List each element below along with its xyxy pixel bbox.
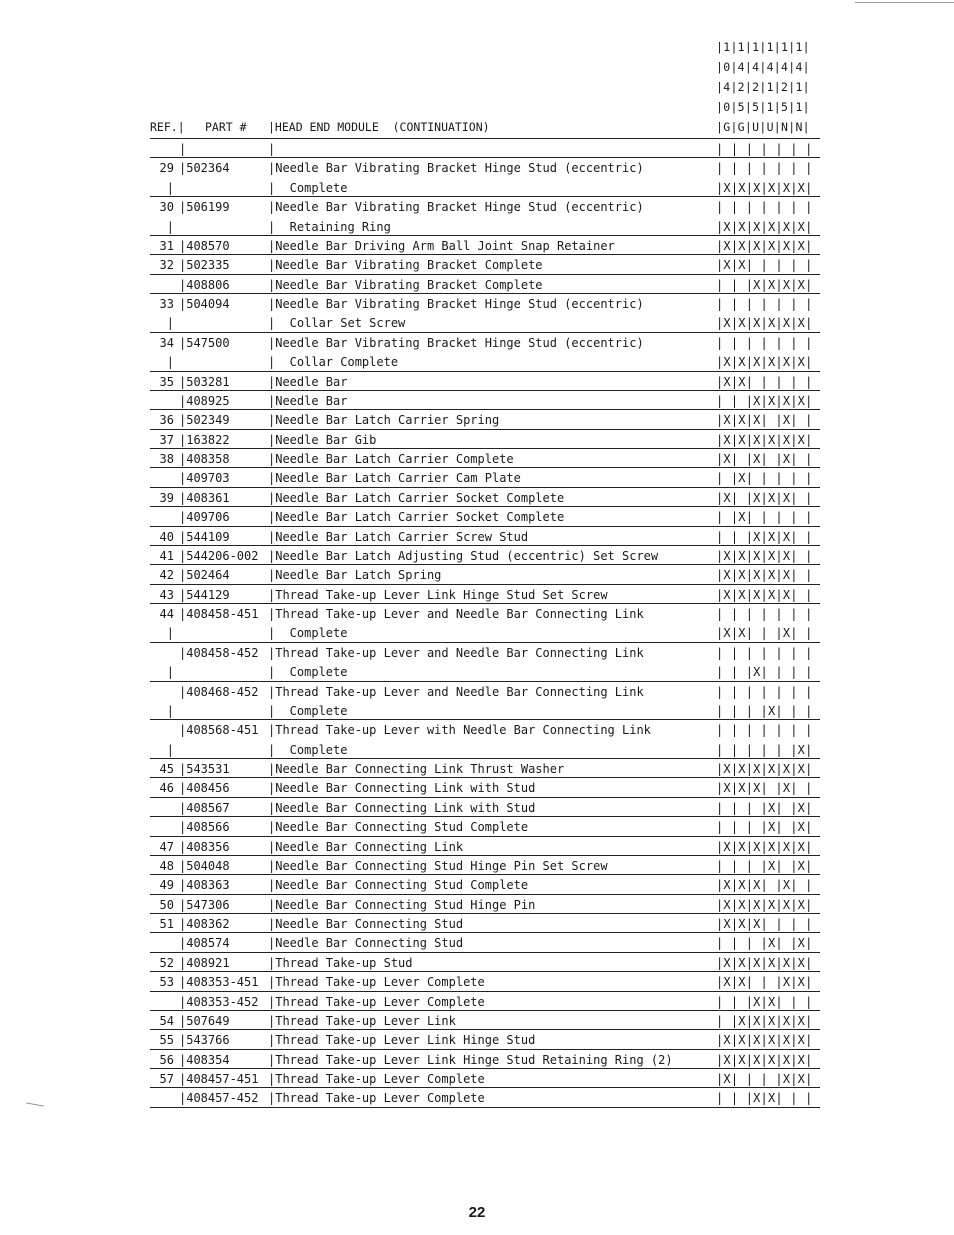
part-number: |507649 xyxy=(179,1013,230,1028)
table-row xyxy=(150,352,820,371)
model-marks: |X|X|X|X|X|X| xyxy=(716,762,813,776)
table-row xyxy=(150,236,820,255)
part-description: |Thread Take-up Lever Link xyxy=(268,1013,456,1028)
module-column-header: |HEAD END MODULE (CONTINUATION) xyxy=(268,120,490,134)
part-number: |408361 xyxy=(179,490,230,505)
part-description: |Needle Bar Connecting Link Thrust Washer xyxy=(268,762,565,776)
model-marks: |X| |X| |X| | xyxy=(716,452,813,466)
table-row xyxy=(150,856,820,875)
model-marks: | | |X|X| | | xyxy=(716,1091,813,1106)
part-number: |408354 xyxy=(179,1052,230,1067)
part-description: |Thread Take-up Lever and Needle Bar Connecting Link xyxy=(268,645,644,660)
part-number: |408457-452 xyxy=(179,1091,259,1106)
part-description: |Needle Bar Latch Adjusting Stud (eccentric) Set Screw xyxy=(268,548,659,563)
part-description: |Thread Take-up Lever and Needle Bar Connecting Link xyxy=(268,607,644,621)
part-number: |408362 xyxy=(179,917,230,931)
part-number: |502464 xyxy=(179,568,230,583)
part-number: |544129 xyxy=(179,587,230,602)
model-header-line: |0|4|4|4|4|4| xyxy=(716,60,810,74)
ref-number: 32 xyxy=(159,258,174,273)
ref-number: 36 xyxy=(159,413,174,428)
model-marks: | | | |X| | | xyxy=(716,703,813,718)
model-marks: |X|X| | | | | xyxy=(716,258,813,273)
table-row xyxy=(150,158,820,177)
ref-number: | xyxy=(166,703,174,718)
ref-number: 37 xyxy=(159,432,174,447)
model-marks: |X|X|X| |X| | xyxy=(716,781,813,796)
ref-number: 34 xyxy=(159,335,174,350)
table-row xyxy=(150,972,820,991)
part-number: |543531 xyxy=(179,762,230,776)
ref-number: 46 xyxy=(159,781,174,796)
part-description: |Thread Take-up Lever Link Hinge Stud xyxy=(268,1033,536,1048)
table-row xyxy=(150,449,820,468)
part-description: |Thread Take-up Lever Link Hinge Stud Set Screw xyxy=(268,587,608,602)
model-marks: |X|X|X|X|X| | xyxy=(716,568,813,583)
page-number: 22 xyxy=(468,1204,486,1221)
table-row xyxy=(150,953,820,972)
part-description: |Thread Take-up Lever Complete xyxy=(268,1091,485,1106)
ref-number: 39 xyxy=(159,490,174,505)
part-description: |Needle Bar Latch Carrier Cam Plate xyxy=(268,471,521,486)
part-description: |Thread Take-up Lever Link Hinge Stud Retaining Ring (2) xyxy=(268,1052,673,1067)
part-description: |Thread Take-up Lever with Needle Bar Connecting Link xyxy=(268,723,651,738)
table-row xyxy=(150,682,820,701)
part-number: |547306 xyxy=(179,897,230,912)
parts-table xyxy=(150,139,820,1108)
part-number: |408363 xyxy=(179,878,230,893)
model-marks: | | | | | | | xyxy=(716,684,813,699)
model-marks: |X|X|X|X|X|X| xyxy=(716,219,813,234)
table-row xyxy=(150,488,820,507)
part-description: |Needle Bar Driving Arm Ball Joint Snap Retainer xyxy=(268,238,615,253)
model-marks: |X|X|X|X|X|X| xyxy=(716,1033,813,1048)
model-header-line: |G|G|U|U|N|N| xyxy=(716,120,810,134)
part-description: | xyxy=(268,142,276,156)
model-header-line: |1|1|1|1|1|1| xyxy=(716,40,810,54)
part-number: |543766 xyxy=(179,1033,230,1048)
part-description: |Needle Bar Connecting Stud xyxy=(268,917,464,931)
ref-number: 55 xyxy=(159,1033,174,1048)
part-number: |163822 xyxy=(179,432,230,447)
part-description: | Collar Complete xyxy=(268,355,399,370)
part-description: |Thread Take-up Lever and Needle Bar Connecting Link xyxy=(268,684,644,699)
ref-number: 29 xyxy=(159,161,174,176)
ref-number: 47 xyxy=(159,839,174,854)
part-number: |408568-451 xyxy=(179,723,259,738)
model-marks: | | | | | | | xyxy=(716,297,813,311)
part-number: |504094 xyxy=(179,297,230,311)
part-number: |408353-451 xyxy=(179,975,259,990)
part-number: |408567 xyxy=(179,800,230,815)
part-number: |502349 xyxy=(179,413,230,428)
table-row xyxy=(150,507,820,526)
model-marks: |X|X|X|X|X|X| xyxy=(716,955,813,970)
part-number: |408356 xyxy=(179,839,230,854)
part-number: |409703 xyxy=(179,471,230,486)
table-row xyxy=(150,527,820,546)
model-marks: |X|X|X|X|X|X| xyxy=(716,839,813,854)
model-header-line: |0|5|5|1|5|1| xyxy=(716,100,810,114)
part-number: |408458-451 xyxy=(179,607,259,621)
ref-number: 56 xyxy=(159,1052,174,1067)
model-marks: | | | | | | | xyxy=(716,645,813,660)
table-row xyxy=(150,275,820,294)
table-row xyxy=(150,895,820,914)
table-row xyxy=(150,410,820,429)
model-marks: | | | | | |X| xyxy=(716,742,813,757)
ref-number: | xyxy=(166,180,174,195)
ref-number: 57 xyxy=(159,1072,174,1086)
part-number: |408457-451 xyxy=(179,1072,259,1086)
model-marks: |X|X| | |X|X| xyxy=(716,975,813,990)
table-row xyxy=(150,294,820,313)
table-row xyxy=(150,837,820,856)
ref-number: 50 xyxy=(159,897,174,912)
ref-number: 30 xyxy=(159,200,174,215)
model-marks: |X|X|X|X|X| | xyxy=(716,548,813,563)
part-description: |Needle Bar Connecting Stud Complete xyxy=(268,820,529,835)
model-header-line: |4|2|2|1|2|1| xyxy=(716,80,810,94)
part-number: |502335 xyxy=(179,258,230,273)
model-marks: |X|X|X|X|X|X| xyxy=(716,1052,813,1067)
ref-number: 40 xyxy=(159,529,174,544)
model-marks: |X|X|X|X|X|X| xyxy=(716,355,813,370)
model-marks: |X|X|X| |X| | xyxy=(716,878,813,893)
ref-number: 53 xyxy=(159,975,174,990)
table-row xyxy=(150,1088,820,1107)
model-marks: |X|X|X|X|X|X| xyxy=(716,238,813,253)
part-description: |Needle Bar Vibrating Bracket Complete xyxy=(268,258,543,273)
ref-number: 51 xyxy=(159,917,174,931)
table-header xyxy=(150,120,820,135)
part-number: |544206-002 xyxy=(179,548,259,563)
model-marks: |X|X|X| |X| | xyxy=(716,413,813,428)
margin-mark xyxy=(26,1102,44,1106)
part-number: |408574 xyxy=(179,936,230,951)
part-description: |Needle Bar Vibrating Bracket Hinge Stud (eccentric) xyxy=(268,335,644,350)
model-marks: |X|X|X| | | | xyxy=(716,917,813,931)
part-description: |Needle Bar Connecting Stud xyxy=(268,936,464,951)
model-marks: | |X| | | | | xyxy=(716,471,813,486)
ref-number: 45 xyxy=(159,762,174,776)
table-row xyxy=(150,914,820,933)
part-description: |Needle Bar Vibrating Bracket Complete xyxy=(268,277,543,292)
part-description: |Needle Bar Connecting Stud Hinge Pin Set Screw xyxy=(268,858,608,873)
part-number: |408570 xyxy=(179,238,230,253)
table-row xyxy=(150,430,820,449)
ref-number: 41 xyxy=(159,548,174,563)
table-row xyxy=(150,992,820,1011)
top-edge-line xyxy=(855,2,954,3)
part-number: |502364 xyxy=(179,161,230,176)
ref-number: | xyxy=(166,742,174,757)
part-description: |Needle Bar Vibrating Bracket Hinge Stud (eccentric) xyxy=(268,161,644,176)
table-row xyxy=(150,255,820,274)
table-row xyxy=(150,604,820,623)
model-marks: |X|X| | |X| | xyxy=(716,626,813,641)
part-description: |Needle Bar Latch Carrier Socket Complete xyxy=(268,490,565,505)
ref-number: 54 xyxy=(159,1013,174,1028)
part-description: | Complete xyxy=(268,703,348,718)
ref-number: 48 xyxy=(159,858,174,873)
ref-number: 44 xyxy=(159,607,174,621)
table-row xyxy=(150,197,820,216)
model-marks: | | |X| | | | xyxy=(716,665,813,680)
part-number: |408566 xyxy=(179,820,230,835)
part-number: |547500 xyxy=(179,335,230,350)
part-description: |Thread Take-up Lever Complete xyxy=(268,975,485,990)
part-description: |Needle Bar xyxy=(268,393,348,408)
part-description: | Retaining Ring xyxy=(268,219,391,234)
part-number: |506199 xyxy=(179,200,230,215)
part-number: |408358 xyxy=(179,452,230,466)
model-marks: | | |X|X|X|X| xyxy=(716,393,813,408)
model-marks: | | |X|X| | | xyxy=(716,994,813,1009)
model-marks: | | | | | | | xyxy=(716,607,813,621)
model-marks: | | | | | | | xyxy=(716,335,813,350)
table-row xyxy=(150,1030,820,1049)
model-marks: |X|X|X|X|X| | xyxy=(716,587,813,602)
part-description: | Complete xyxy=(268,180,348,195)
model-marks: | | |X|X|X| | xyxy=(716,529,813,544)
model-marks: | | | | | | | xyxy=(716,200,813,215)
part-number: |544109 xyxy=(179,529,230,544)
ref-number: | xyxy=(166,219,174,234)
part-number: |504048 xyxy=(179,858,230,873)
part-description: |Needle Bar Latch Spring xyxy=(268,568,442,583)
model-marks: | | | |X| |X| xyxy=(716,936,813,951)
table-row xyxy=(150,313,820,332)
table-row xyxy=(150,1050,820,1069)
model-marks: | | | | | | | xyxy=(716,161,813,176)
model-marks: |X| |X|X|X| | xyxy=(716,490,813,505)
table-row xyxy=(150,740,820,759)
table-row xyxy=(150,565,820,584)
part-description: | Complete xyxy=(268,626,348,641)
model-marks: | |X|X|X|X|X| xyxy=(716,1013,813,1028)
model-marks: |X|X|X|X|X|X| xyxy=(716,432,813,447)
part-description: |Needle Bar Vibrating Bracket Hinge Stud (eccentric) xyxy=(268,200,644,215)
part-description: |Needle Bar Connecting Stud Complete xyxy=(268,878,529,893)
part-description: |Needle Bar Connecting Link with Stud xyxy=(268,800,536,815)
model-marks: | | | |X| |X| xyxy=(716,800,813,815)
ref-number: 42 xyxy=(159,568,174,583)
model-marks: | | |X|X|X|X| xyxy=(716,277,813,292)
part-description: |Needle Bar Latch Carrier Spring xyxy=(268,413,500,428)
ref-number: 49 xyxy=(159,878,174,893)
model-marks: |X| | | |X|X| xyxy=(716,1072,813,1086)
part-number: |408353-452 xyxy=(179,994,259,1009)
table-row xyxy=(150,468,820,487)
table-row xyxy=(150,372,820,391)
part-description: |Needle Bar Gib xyxy=(268,432,377,447)
table-row xyxy=(150,391,820,410)
part-description: |Thread Take-up Lever Complete xyxy=(268,1072,485,1086)
part-number: |408458-452 xyxy=(179,645,259,660)
table-row xyxy=(150,1011,820,1030)
ref-number: 31 xyxy=(159,238,174,253)
ref-number: | xyxy=(166,316,174,331)
part-description: | Complete xyxy=(268,742,348,757)
table-row xyxy=(150,217,820,236)
model-marks: | |X| | | | | xyxy=(716,510,813,525)
part-number: |408456 xyxy=(179,781,230,796)
table-row xyxy=(150,875,820,894)
model-marks: | | | | | | | xyxy=(716,142,813,156)
part-description: |Needle Bar xyxy=(268,374,348,389)
part-description: |Needle Bar Latch Carrier Complete xyxy=(268,452,514,466)
part-number: | xyxy=(179,142,187,156)
model-marks: | | | | | | | xyxy=(716,723,813,738)
part-description: |Needle Bar Connecting Link with Stud xyxy=(268,781,536,796)
part-description: |Needle Bar Latch Carrier Screw Stud xyxy=(268,529,529,544)
table-row xyxy=(150,933,820,952)
table-row xyxy=(150,623,820,642)
part-description: |Thread Take-up Lever Complete xyxy=(268,994,485,1009)
part-number: |408925 xyxy=(179,393,230,408)
ref-number: 38 xyxy=(159,452,174,466)
table-row xyxy=(150,720,820,739)
part-number: |503281 xyxy=(179,374,230,389)
part-number: |408921 xyxy=(179,955,230,970)
table-row xyxy=(150,333,820,352)
model-marks: |X|X|X|X|X|X| xyxy=(716,316,813,331)
part-number: |409706 xyxy=(179,510,230,525)
part-description: | Collar Set Screw xyxy=(268,316,406,331)
part-description: |Needle Bar Latch Carrier Socket Complete xyxy=(268,510,565,525)
table-row xyxy=(150,662,820,681)
table-row xyxy=(150,585,820,604)
table-row xyxy=(150,798,820,817)
table-row xyxy=(150,778,820,797)
table-row xyxy=(150,817,820,836)
model-marks: |X|X|X|X|X|X| xyxy=(716,180,813,195)
table-row xyxy=(150,643,820,662)
table-row xyxy=(150,701,820,720)
model-marks: | | | |X| |X| xyxy=(716,858,813,873)
table-row xyxy=(150,546,820,565)
model-marks: | | | |X| |X| xyxy=(716,820,813,835)
part-description: | Complete xyxy=(268,665,348,680)
ref-number: | xyxy=(166,355,174,370)
part-number: |408468-452 xyxy=(179,684,259,699)
part-description: |Needle Bar Connecting Link xyxy=(268,839,464,854)
ref-column-header: REF.| xyxy=(150,120,185,134)
ref-number: 52 xyxy=(159,955,174,970)
ref-number: | xyxy=(166,626,174,641)
ref-number: 35 xyxy=(159,374,174,389)
model-marks: |X|X| | | | | xyxy=(716,374,813,389)
ref-number: 33 xyxy=(159,297,174,311)
table-row xyxy=(150,1069,820,1088)
part-description: |Needle Bar Vibrating Bracket Hinge Stud (eccentric) xyxy=(268,297,644,311)
ref-number: | xyxy=(166,665,174,680)
table-row xyxy=(150,139,820,158)
part-description: |Needle Bar Connecting Stud Hinge Pin xyxy=(268,897,536,912)
ref-number: 43 xyxy=(159,587,174,602)
part-number: |408806 xyxy=(179,277,230,292)
part-description: |Thread Take-up Stud xyxy=(268,955,413,970)
table-row xyxy=(150,759,820,778)
table-row xyxy=(150,178,820,197)
part-column-header: PART # xyxy=(205,120,247,134)
model-marks: |X|X|X|X|X|X| xyxy=(716,897,813,912)
